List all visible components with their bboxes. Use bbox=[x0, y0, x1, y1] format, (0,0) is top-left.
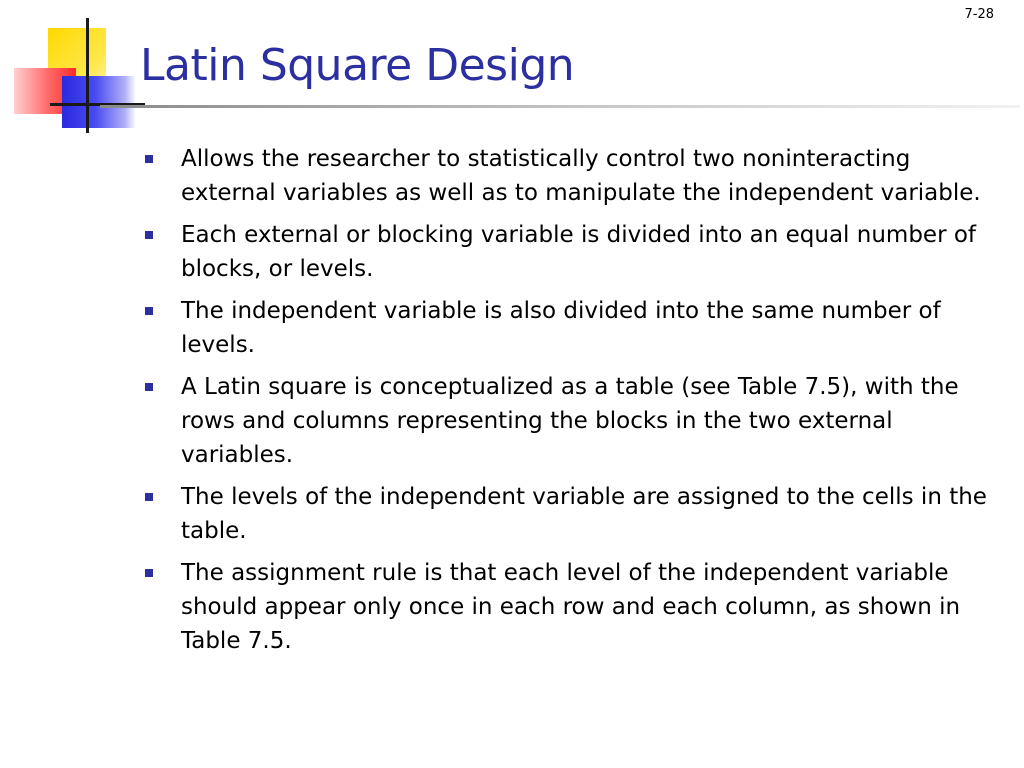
decorative-logo bbox=[0, 0, 150, 140]
title-divider bbox=[100, 105, 1020, 108]
bullet-text: Allows the researcher to statistically control two noninteracting external variables as well as to manipulate the independent variable. bbox=[181, 146, 981, 206]
bullet-item bbox=[140, 218, 990, 286]
bullet-item bbox=[140, 556, 990, 658]
bullet-text: Each external or blocking variable is divided into an equal number of blocks, or levels. bbox=[181, 222, 977, 282]
slide-number: 7-28 bbox=[964, 7, 994, 22]
square-bullet-icon bbox=[145, 569, 153, 577]
bullet-item bbox=[140, 142, 990, 210]
slide-title: Latin Square Design bbox=[140, 40, 575, 91]
bullet-item bbox=[140, 370, 990, 472]
square-bullet-icon bbox=[145, 493, 153, 501]
square-bullet-icon bbox=[145, 231, 153, 239]
logo-blue-square bbox=[62, 76, 136, 128]
bullet-item bbox=[140, 480, 990, 548]
bullet-text: The levels of the independent variable are assigned to the cells in the table. bbox=[181, 484, 987, 544]
bullet-list bbox=[140, 142, 990, 666]
bullet-text: A Latin square is conceptualized as a table (see Table 7.5), with the rows and columns representing the blocks in the two external variables. bbox=[181, 374, 959, 468]
bullet-text: The independent variable is also divided into the same number of levels. bbox=[181, 298, 941, 358]
logo-vertical-line bbox=[86, 18, 89, 133]
square-bullet-icon bbox=[145, 383, 153, 391]
square-bullet-icon bbox=[145, 307, 153, 315]
bullet-text: The assignment rule is that each level of the independent variable should appear only once in each row and each column, as shown in Table 7.5. bbox=[181, 560, 961, 654]
square-bullet-icon bbox=[145, 155, 153, 163]
bullet-item bbox=[140, 294, 990, 362]
